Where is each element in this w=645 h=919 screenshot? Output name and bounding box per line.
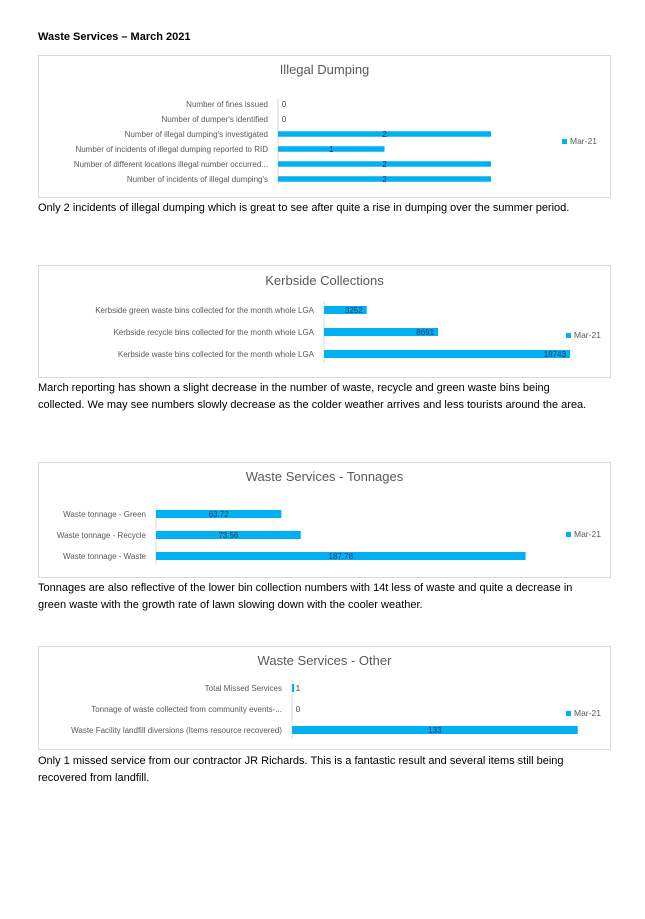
legend-label: Mar-21 xyxy=(574,529,601,539)
chart-svg xyxy=(39,463,610,577)
legend-label: Mar-21 xyxy=(574,330,601,340)
category-label: Waste tonnage - Green xyxy=(63,510,146,519)
data-label: 0 xyxy=(281,100,287,109)
category-label: Number of incidents of illegal dumping reported to RID xyxy=(75,145,268,154)
category-label: Kerbside green waste bins collected for the month whole LGA xyxy=(95,306,314,315)
tonnages-chart xyxy=(38,462,611,578)
category-label: Waste Facility landfill diversions (Items resource recovered) xyxy=(71,726,282,735)
data-label: 63.72 xyxy=(208,510,229,519)
legend-swatch xyxy=(566,333,571,338)
kerbside-collections-chart xyxy=(38,265,611,378)
chart-svg xyxy=(39,647,610,749)
category-label: Kerbside recycle bins collected for the month whole LGA xyxy=(113,328,314,337)
data-label: 187.78 xyxy=(328,552,354,561)
data-label: 8691 xyxy=(416,328,435,337)
data-label: 0 xyxy=(281,115,287,124)
legend-swatch xyxy=(566,711,571,716)
category-label: Number of different locations illegal number occurred... xyxy=(73,160,268,169)
chart-title: Waste Services - Tonnages xyxy=(245,469,404,484)
data-label: 3252 xyxy=(344,306,363,315)
page-heading: Waste Services – March 2021 xyxy=(38,31,191,43)
data-label: 2 xyxy=(382,160,387,169)
tonnages-summary: Tonnages are also reflective of the lower bin collection numbers with 14t less of waste and quite a decrease in green waste with the growth rate of lawn slowing down with the cooler weather. xyxy=(38,582,573,611)
illegal-dumping-chart xyxy=(38,55,611,198)
bar xyxy=(324,350,570,358)
legend-swatch xyxy=(566,532,571,537)
legend-label: Mar-21 xyxy=(574,708,601,718)
bar xyxy=(292,684,294,692)
kerbside-collections-summary: March reporting has shown a slight decrease in the number of waste, recycle and green waste bins being collected. We may see numbers slowly decrease as the colder weather arrives and less tourists around the area. xyxy=(38,382,587,411)
data-label: 0 xyxy=(295,705,301,714)
category-label: Number of incidents of illegal dumping's xyxy=(126,175,268,184)
other-services-summary: Only 1 missed service from our contractor JR Richards. This is a fantastic result and several items still being recovered from landfill. xyxy=(38,755,564,784)
category-label: Kerbside waste bins collected for the month whole LGA xyxy=(117,350,314,359)
chart-title: Kerbside Collections xyxy=(265,273,384,288)
data-label: 73.56 xyxy=(218,531,239,540)
category-label: Waste tonnage - Waste xyxy=(63,552,146,561)
data-label: 1 xyxy=(295,684,301,693)
category-label: Tonnage of waste collected from community events-... xyxy=(91,705,282,714)
data-label: 18743 xyxy=(543,350,567,359)
data-label: 133 xyxy=(428,726,442,735)
category-label: Waste tonnage - Recycle xyxy=(56,531,146,540)
illegal-dumping-summary: Only 2 incidents of illegal dumping which is great to see after quite a rise in dumping over the summer period. xyxy=(38,202,570,214)
legend-label: Mar-21 xyxy=(570,136,597,146)
category-label: Number of fines issued xyxy=(186,100,268,109)
chart-svg xyxy=(39,56,610,197)
category-label: Number of dumper's identified xyxy=(161,115,268,124)
data-label: 1 xyxy=(329,145,334,154)
legend-swatch xyxy=(562,139,567,144)
other-services-chart xyxy=(38,646,611,750)
chart-title: Waste Services - Other xyxy=(257,653,392,668)
chart-title: Illegal Dumping xyxy=(279,62,370,77)
data-label: 2 xyxy=(382,175,387,184)
category-label: Number of illegal dumping's investigated xyxy=(124,130,268,139)
category-label: Total Missed Services xyxy=(204,684,282,693)
chart-svg xyxy=(39,266,610,377)
data-label: 2 xyxy=(382,130,387,139)
